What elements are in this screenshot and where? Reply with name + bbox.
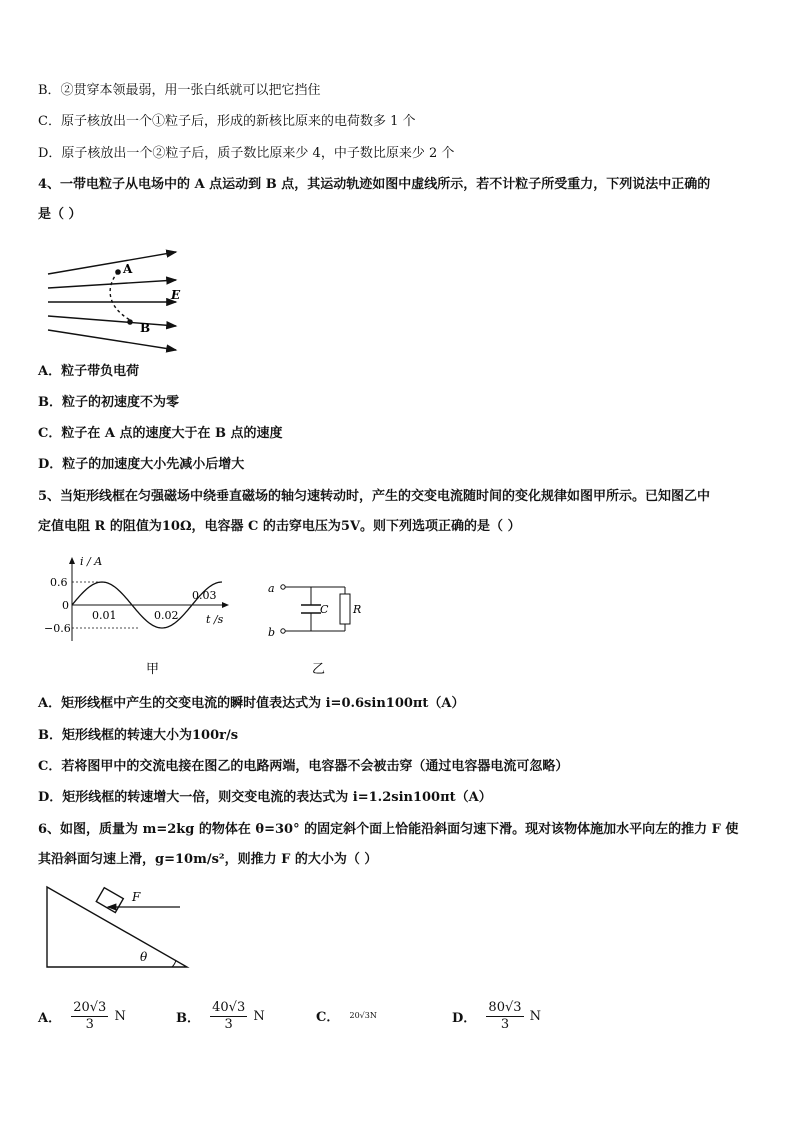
q4-stem-line2: 是（ ） <box>38 207 82 222</box>
q4-option-c: C．粒子在 A 点的速度大于在 B 点的速度 <box>38 426 283 441</box>
q3-option-b: B．②贯穿本领最弱，用一张白纸就可以把它挡住 <box>38 83 321 98</box>
angle-theta-label: θ <box>140 950 148 964</box>
xtick-0-03: 0.03 <box>192 589 217 602</box>
q5-option-c: C．若将图甲中的交流电接在图乙的电路两端，电容器不会被击穿（通过电容器电流可忽略） <box>38 759 569 774</box>
ytick-0-6: 0.6 <box>50 576 68 589</box>
q6-stem-line1: 6、如图，质量为 m=2kg 的物体在 θ=30° 的固定斜个面上恰能沿斜面匀速下滑。现对该物体施加水平向左的推力 F 使 <box>38 822 739 837</box>
ytick-neg-0-6: −0.6 <box>44 622 71 635</box>
current-time-graph <box>40 553 240 683</box>
q4-option-d: D．粒子的加速度大小先减小后增大 <box>38 457 245 472</box>
q5-option-a: A．矩形线框中产生的交变电流的瞬时值表达式为 i=0.6sin100πt（A） <box>38 696 465 711</box>
graph-caption: 甲 <box>146 662 160 677</box>
y-axis-label: i / A <box>80 555 103 568</box>
circuit-caption: 乙 <box>312 662 326 677</box>
q5-option-d: D．矩形线框的转速增大一倍，则交变电流的表达式为 i=1.2sin100πt（A） <box>38 790 492 805</box>
electric-field-figure <box>40 246 190 356</box>
q4-option-b: B．粒子的初速度不为零 <box>38 395 179 410</box>
force-label: F <box>132 890 141 904</box>
q4-stem-line1: 4、一带电粒子从电场中的 A 点运动到 B 点，其运动轨迹如图中虚线所示，若不计粒子所受重力，下列说法中正确的 <box>38 177 711 192</box>
capacitor-label: C <box>320 603 329 616</box>
xtick-0-02: 0.02 <box>154 609 179 622</box>
q5-stem-line1: 5、当矩形线框在匀强磁场中绕垂直磁场的轴匀速转动时，产生的交变电流随时间的变化规律如图甲所示。已知图乙中 <box>38 489 711 504</box>
resistor-label: R <box>353 603 362 616</box>
point-b-label: B <box>140 321 151 335</box>
q5-option-b: B．矩形线框的转速大小为100r/s <box>38 728 239 743</box>
circuit-diagram <box>265 570 375 683</box>
q5-stem-line2: 定值电阻 R 的阻值为10Ω，电容器 C 的击穿电压为5V。则下列选项正确的是（ ） <box>38 519 521 534</box>
point-a-label: A <box>123 262 133 276</box>
q4-option-a: A．粒子带负电荷 <box>38 364 140 379</box>
q3-option-d: D．原子核放出一个②粒子后，质子数比原来少 4，中子数比原来少 2 个 <box>38 146 455 161</box>
xtick-0-01: 0.01 <box>92 609 117 622</box>
q6-option-c: C． 20√3N <box>316 1010 377 1025</box>
q3-option-c: C．原子核放出一个①粒子后，形成的新核比原来的电荷数多 1 个 <box>38 114 416 129</box>
field-e-label: E <box>171 288 181 302</box>
resistor <box>340 594 350 624</box>
x-axis-label: t /s <box>206 613 224 626</box>
q6-stem-line2: 其沿斜面匀速上滑，g=10m/s²，则推力 F 的大小为（ ） <box>38 852 378 867</box>
terminal-a-label: a <box>268 582 275 595</box>
q6-option-a: A． $\frac{20√3}{3}$ N <box>38 1000 126 1032</box>
q6-option-d: D． $\frac{80√3}{3}$ N <box>452 1000 542 1032</box>
terminal-b-label: b <box>268 626 276 639</box>
block <box>96 888 123 913</box>
q6-option-b: B． $\frac{40√3}{3}$ N <box>176 1000 265 1032</box>
ytick-0: 0 <box>62 599 69 612</box>
incline-figure <box>44 884 194 970</box>
